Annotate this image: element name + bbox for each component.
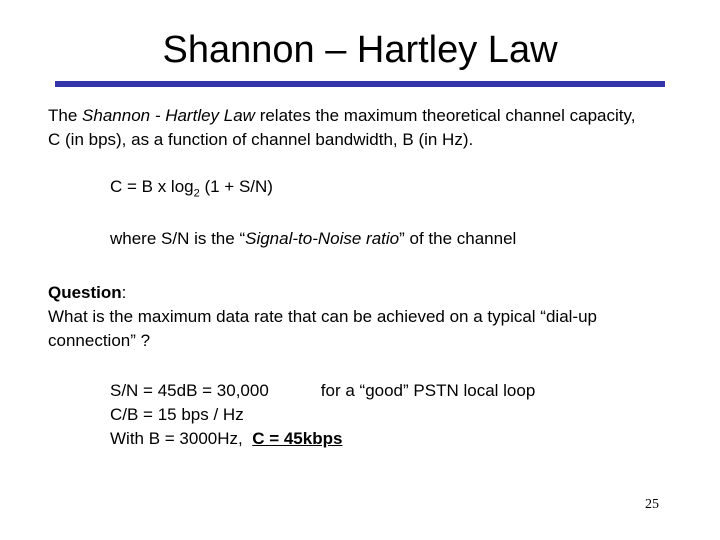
slide-title: Shannon – Hartley Law bbox=[162, 29, 558, 71]
question-line-1: What is the maximum data rate that can be achieved on a typical “dial-up bbox=[48, 307, 598, 326]
question-line-2: connection” ? bbox=[48, 331, 151, 350]
bandwidth-statement: With B = 3000Hz, bbox=[110, 429, 253, 448]
question-colon: : bbox=[121, 283, 127, 302]
snr-prefix: where S/N is the “ bbox=[110, 229, 246, 248]
title-underline-rule bbox=[55, 81, 665, 87]
snr-suffix: ” of the channel bbox=[399, 229, 517, 248]
snr-note: for a “good” PSTN local loop bbox=[320, 381, 536, 400]
answer-line-2: C/B = 15 bps / Hz bbox=[110, 405, 244, 424]
capacity-result: C = 45kbps bbox=[252, 429, 343, 448]
intro-line-1-rest: relates the maximum theoretical channel capacity, bbox=[254, 106, 636, 125]
answer-line-3 bbox=[110, 427, 535, 451]
question-label: Question bbox=[48, 283, 122, 302]
formula-argument: (1 + S/N) bbox=[199, 177, 273, 196]
intro-paragraph bbox=[48, 104, 688, 152]
question-block bbox=[48, 281, 688, 353]
formula-main: C = B x log bbox=[110, 177, 194, 196]
formula-log-base: 2 bbox=[193, 187, 200, 200]
intro-line-2: C (in bps), as a function of channel bandwidth, B (in Hz). bbox=[48, 130, 474, 149]
intro-line-1 bbox=[48, 104, 688, 128]
snr-definition bbox=[110, 227, 516, 251]
page-number: 25 bbox=[645, 497, 659, 512]
snr-value: S/N = 45dB = 30,000 bbox=[110, 381, 269, 400]
question-heading bbox=[48, 281, 688, 305]
law-name: Shannon - Hartley Law bbox=[82, 106, 255, 125]
intro-prefix: The bbox=[48, 106, 83, 125]
snr-term: Signal-to-Noise ratio bbox=[245, 229, 400, 248]
answer-block bbox=[110, 379, 535, 451]
capacity-formula bbox=[110, 175, 273, 199]
answer-line-1 bbox=[110, 379, 535, 403]
